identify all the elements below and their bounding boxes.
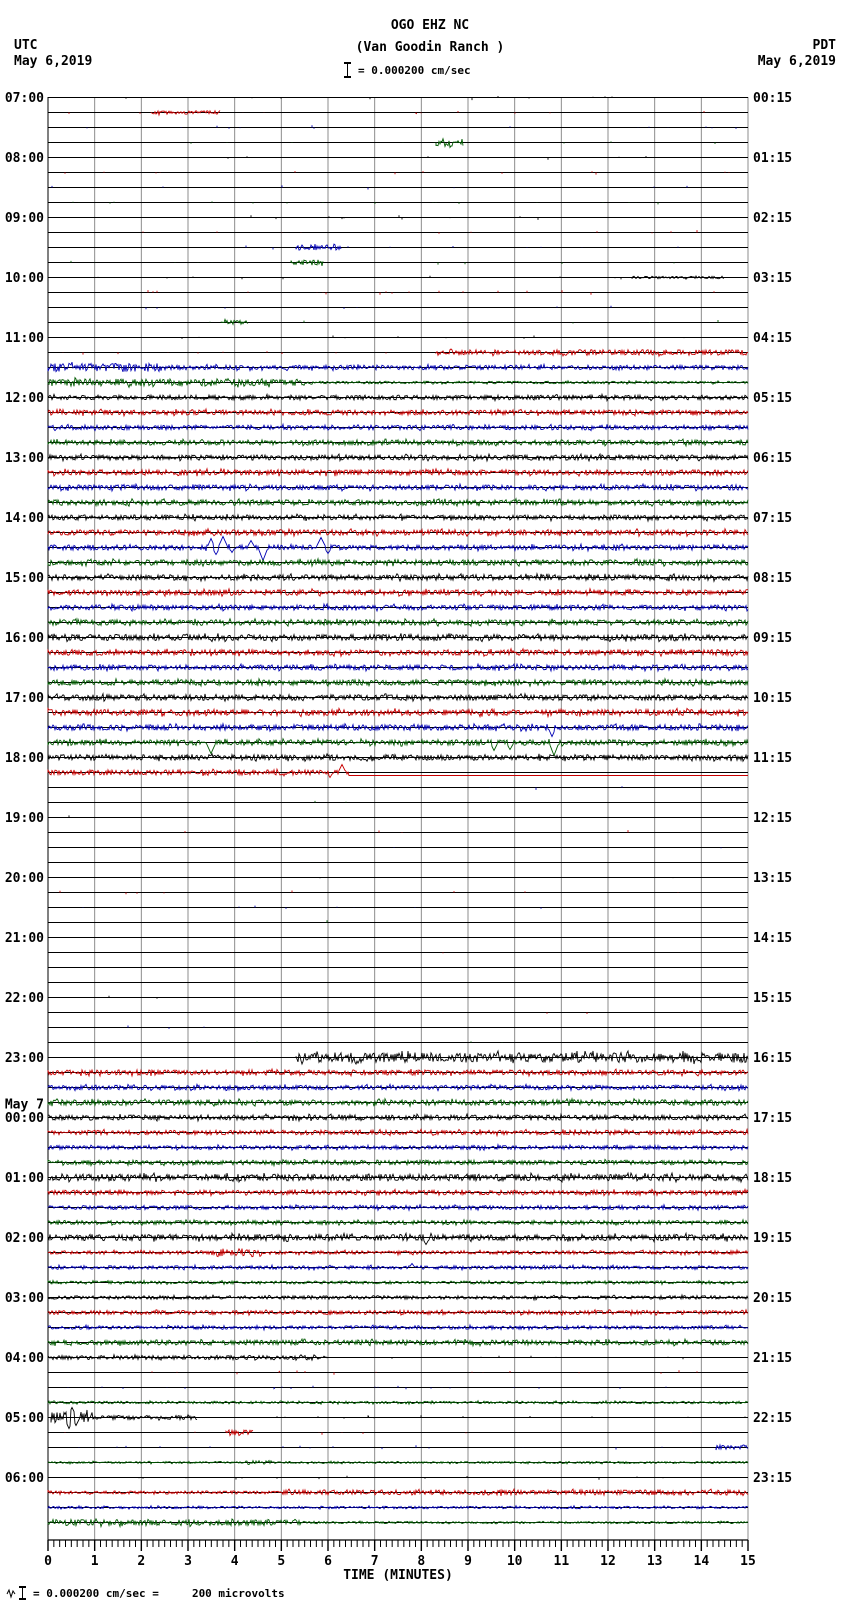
svg-text:7: 7: [370, 1554, 379, 1569]
svg-text:04:00: 04:00: [4, 1351, 44, 1366]
svg-text:23:00: 23:00: [4, 1051, 44, 1066]
svg-text:19:00: 19:00: [4, 811, 44, 826]
svg-text:09:15: 09:15: [753, 631, 793, 646]
svg-text:17:00: 17:00: [4, 691, 44, 706]
svg-text:09:00: 09:00: [4, 211, 44, 226]
svg-text:12:00: 12:00: [4, 391, 44, 406]
svg-text:23:15: 23:15: [753, 1471, 793, 1486]
svg-text:05:00: 05:00: [4, 1411, 44, 1426]
svg-text:12:15: 12:15: [753, 811, 793, 826]
footnote: [6, 1586, 285, 1600]
svg-text:08:15: 08:15: [753, 571, 793, 586]
svg-text:5: 5: [277, 1554, 286, 1569]
svg-text:2: 2: [137, 1554, 146, 1569]
svg-text:11: 11: [553, 1554, 570, 1569]
svg-text:01:15: 01:15: [753, 151, 793, 166]
svg-text:10: 10: [506, 1554, 523, 1569]
svg-text:13: 13: [646, 1554, 663, 1569]
footnote-text: = 0.000200 cm/sec = 200 microvolts: [33, 1586, 285, 1600]
svg-text:02:00: 02:00: [4, 1231, 44, 1246]
scale-legend-text: = 0.000200 cm/sec: [358, 63, 471, 77]
timezone-right: PDT: [812, 38, 836, 53]
svg-text:05:15: 05:15: [753, 391, 793, 406]
svg-text:06:00: 06:00: [4, 1471, 44, 1486]
svg-text:14:00: 14:00: [4, 511, 44, 526]
svg-text:22:15: 22:15: [753, 1411, 793, 1426]
svg-text:00:00: 00:00: [4, 1111, 44, 1126]
svg-text:06:15: 06:15: [753, 451, 793, 466]
svg-text:1: 1: [90, 1554, 99, 1569]
station-subtitle: (Van Goodin Ranch ): [355, 40, 505, 55]
svg-text:08:00: 08:00: [4, 151, 44, 166]
date-left: May 6,2019: [14, 54, 93, 69]
timezone-left: UTC: [14, 38, 38, 53]
svg-text:07:15: 07:15: [753, 511, 793, 526]
svg-text:03:15: 03:15: [753, 271, 793, 286]
svg-text:11:15: 11:15: [753, 751, 793, 766]
svg-text:12: 12: [600, 1554, 616, 1569]
svg-text:16:15: 16:15: [753, 1051, 793, 1066]
svg-text:May 7: May 7: [4, 1097, 44, 1113]
svg-text:6: 6: [324, 1554, 332, 1569]
svg-text:00:15: 00:15: [753, 91, 793, 106]
wiggle-icon: [6, 1587, 16, 1599]
svg-text:16:00: 16:00: [4, 631, 44, 646]
svg-text:03:00: 03:00: [4, 1291, 44, 1306]
svg-text:9: 9: [464, 1554, 472, 1569]
svg-text:11:00: 11:00: [4, 331, 44, 346]
svg-text:20:15: 20:15: [753, 1291, 793, 1306]
date-right: May 6,2019: [757, 54, 836, 69]
svg-text:10:00: 10:00: [4, 271, 44, 286]
svg-text:17:15: 17:15: [753, 1111, 793, 1126]
svg-text:15: 15: [740, 1554, 756, 1569]
svg-text:20:00: 20:00: [4, 871, 44, 886]
svg-text:8: 8: [417, 1554, 426, 1569]
svg-text:TIME (MINUTES): TIME (MINUTES): [343, 1568, 453, 1583]
svg-text:18:00: 18:00: [4, 751, 44, 766]
svg-text:0: 0: [44, 1554, 52, 1569]
station-title: OGO EHZ NC: [390, 18, 470, 33]
svg-text:13:15: 13:15: [753, 871, 793, 886]
svg-text:15:15: 15:15: [753, 991, 793, 1006]
svg-text:10:15: 10:15: [753, 691, 793, 706]
svg-text:22:00: 22:00: [4, 991, 44, 1006]
svg-text:07:00: 07:00: [4, 91, 44, 106]
svg-text:19:15: 19:15: [753, 1231, 793, 1246]
svg-text:4: 4: [230, 1554, 239, 1569]
svg-text:21:00: 21:00: [4, 931, 44, 946]
svg-text:3: 3: [184, 1554, 192, 1569]
svg-text:15:00: 15:00: [4, 571, 44, 586]
svg-text:21:15: 21:15: [753, 1351, 793, 1366]
svg-text:04:15: 04:15: [753, 331, 793, 346]
svg-text:14:15: 14:15: [753, 931, 793, 946]
footnote-scale-bar-icon: [19, 1586, 26, 1600]
svg-text:13:00: 13:00: [4, 451, 44, 466]
svg-text:18:15: 18:15: [753, 1171, 793, 1186]
svg-text:01:00: 01:00: [4, 1171, 44, 1186]
svg-text:14: 14: [693, 1554, 710, 1569]
svg-text:02:15: 02:15: [753, 211, 793, 226]
